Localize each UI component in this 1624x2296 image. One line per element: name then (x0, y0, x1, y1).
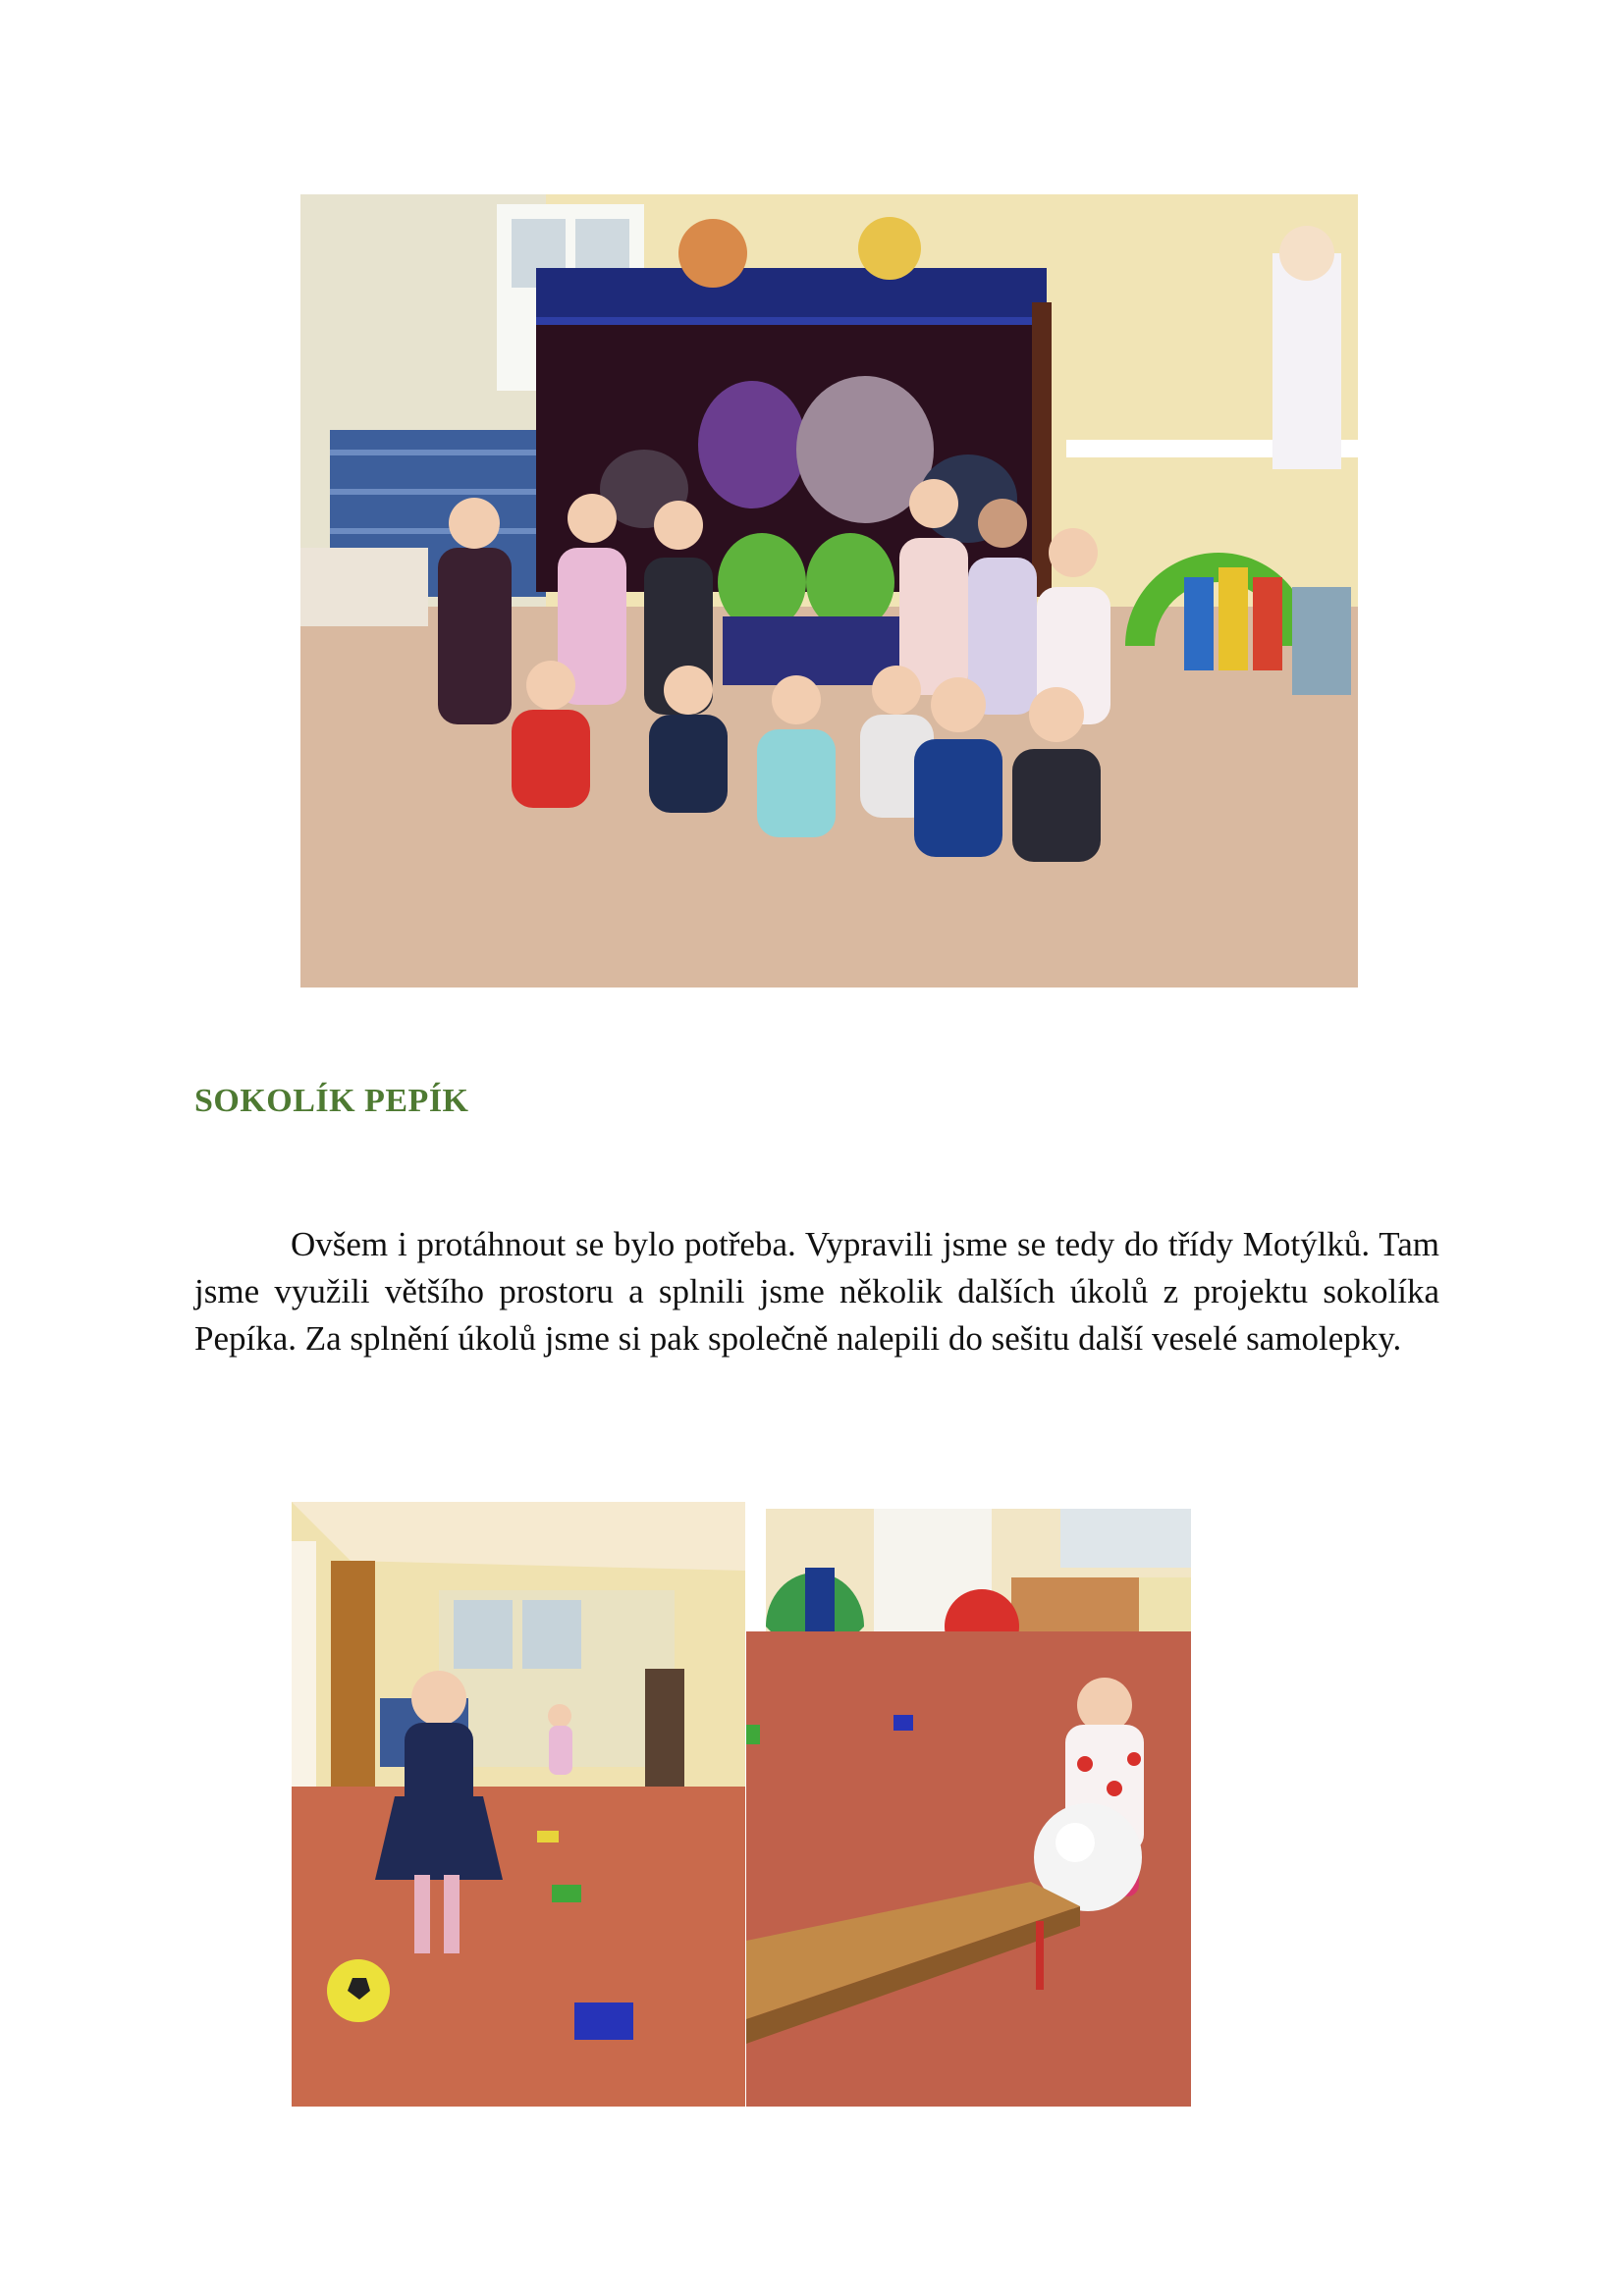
section-heading: SOKOLÍK PEPÍK (194, 1083, 469, 1119)
photo-children-puppet-theater (300, 194, 1358, 988)
photo-girl-with-bench (746, 1509, 1191, 2107)
photo-bench-illustration (746, 1509, 1191, 2107)
photo-puppet-theater-illustration (300, 194, 1358, 988)
photo-ball-illustration (292, 1502, 745, 2107)
section-paragraph: Ovšem i protáhnout se bylo potřeba. Vypravili jsme se tedy do třídy Motýlků. Tam jsme využili většího prostoru a splnili jsme několik dalších úkolů z projektu sokolíka Pepíka. Za splnění úkolů jsme si pak společně nalepili do sešitu další veselé samolepky. (194, 1225, 1439, 1358)
photo-girl-with-ball (292, 1502, 745, 2107)
